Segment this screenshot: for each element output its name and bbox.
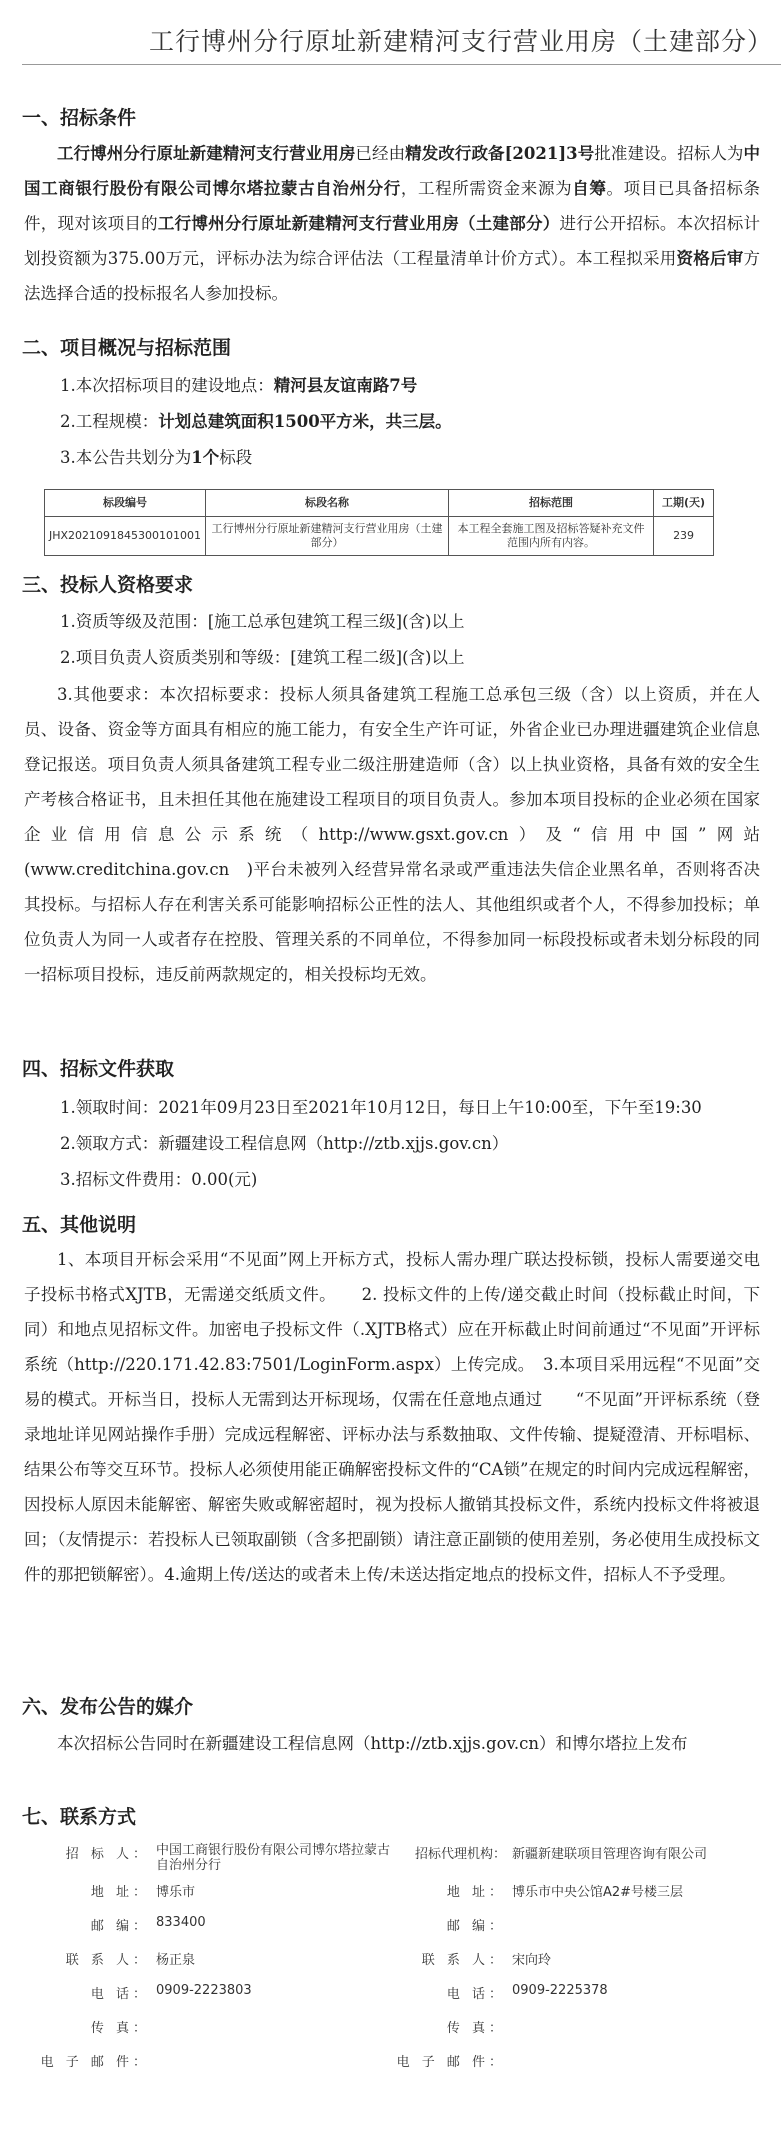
qualification-item-3: 3.其他要求：本次招标要求：投标人须具备建筑工程施工总承包三级（含）以上资质，并在人员、设备、资金等方面具有相应的施工能力，有安全生产许可证，外省企业已办理进疆建筑企业信息登记报送。项目负责人须具备建筑工程专业二级注册建造师（含）以上执业资格，具备有效的安全生产考核合格证书，且未担任其他在施建设工程项目的项目负责人。参加本项目投标的企业必须在国家企业信用信息公示系统（http://www.gsxt.gov.cn）及“信用中国”网站(www.creditchina.gov.cn )平台未被列入经营异常名录或严重违法失信企业黑名单，否则将否决其投标。与招标人存在利害关系可能影响招标公正性的法人、其他组织或者个人，不得参加投标；单位负责人为同一人或者存在控股、管理关系的不同单位，不得参加同一标段投标或者未划分标段的同一招标项目投标，违反前两款规定的，相关投标均无效。 bbox=[24, 685, 760, 984]
table-cell: 本工程全套施工图及招标答疑补充文件范围内所有内容。 bbox=[448, 517, 653, 556]
table-header-row bbox=[45, 490, 714, 517]
page-title: 工行博州分行原址新建精河支行营业用房（土建部分） bbox=[148, 27, 773, 56]
project-scale-bold: 计划总建筑面积1500平方米，共三层。 bbox=[158, 412, 452, 431]
bidding-conditions-paragraph bbox=[24, 136, 760, 311]
text-span: 。项目已具备招标条件，现对该项目的 bbox=[24, 179, 761, 233]
tenderer-contact-value: 杨正泉 bbox=[156, 1953, 196, 1968]
agency-address-value: 博乐市中央公馆A2#号楼三层 bbox=[512, 1885, 684, 1900]
document-time-item: 1.领取时间：2021年09月23日至2021年10月12日，每日上午10:00至，下午至19:30 bbox=[60, 1098, 702, 1117]
text-span: 方法选择合适的投标报名人参加投标。 bbox=[24, 249, 761, 303]
section-heading-5: 五、其他说明 bbox=[22, 1214, 137, 1236]
text-span: 标段 bbox=[219, 448, 253, 467]
text-span: 1.本次招标项目的建设地点： bbox=[60, 376, 274, 395]
section-heading-1: 一、招标条件 bbox=[22, 107, 137, 129]
agency-value: 新疆新建联项目管理咨询有限公司 bbox=[512, 1847, 708, 1862]
text-span: ，工程所需资金来源为 bbox=[400, 179, 573, 198]
agency-phone-value: 0909-2225378 bbox=[512, 1983, 608, 1998]
lot-count-item bbox=[60, 444, 252, 472]
approval-number-bold: 精发改行政备[2021]3号 bbox=[405, 144, 595, 163]
agency-label: 招标代理机构： bbox=[414, 1847, 506, 1862]
title-divider bbox=[22, 64, 781, 65]
table-cell: JHX2021091845300101001 bbox=[45, 517, 206, 556]
agency-fax-label: 传 真： bbox=[446, 2021, 506, 2036]
table-cell: 工行博州分行原址新建精河支行营业用房（土建部分） bbox=[206, 517, 449, 556]
qualification-method-bold: 资格后审 bbox=[676, 249, 744, 268]
project-name-bold: 工行博州分行原址新建精河支行营业用房 bbox=[57, 144, 356, 163]
text-span: 进行公开招标。本次招标计划投资额为375.00万元，评标办法为综合评估法（工程量清单计价方式）。本工程拟采用 bbox=[24, 214, 761, 268]
table-cell: 239 bbox=[654, 517, 714, 556]
tenderer-value: 中国工商银行股份有限公司博尔塔拉蒙古自治州分行 bbox=[156, 1843, 391, 1873]
qualification-item-1: 1.资质等级及范围：[施工总承包建筑工程三级](含)以上 bbox=[60, 612, 465, 631]
agency-contact-value: 宋向玲 bbox=[512, 1953, 552, 1968]
section-heading-7: 七、联系方式 bbox=[22, 1806, 137, 1828]
agency-phone-label: 电 话： bbox=[446, 1987, 506, 2002]
qualification-item-2: 2.项目负责人资质类别和等级：[建筑工程二级](含)以上 bbox=[60, 648, 465, 667]
agency-email-label: 电 子 邮 件： bbox=[396, 2055, 506, 2070]
lot-count-bold: 1个 bbox=[191, 448, 220, 467]
project-location-item bbox=[60, 372, 417, 400]
agency-zip-label: 邮 编： bbox=[446, 1919, 506, 1934]
tenderer-email-label: 电 子 邮 件： bbox=[40, 2055, 150, 2070]
table-header-cell: 标段名称 bbox=[206, 490, 449, 517]
tenderer-phone-label: 电 话： bbox=[90, 1987, 150, 2002]
table-header-cell: 招标范围 bbox=[448, 490, 653, 517]
project-location-bold: 精河县友谊南路7号 bbox=[273, 376, 418, 395]
document-fee-item: 3.招标文件费用：0.00(元) bbox=[60, 1170, 258, 1189]
section-heading-3: 三、投标人资格要求 bbox=[22, 574, 194, 596]
media-paragraph: 本次招标公告同时在新疆建设工程信息网（http://ztb.xjjs.gov.cn）和博尔塔拉上发布 bbox=[57, 1734, 688, 1753]
other-notes-paragraph: 1、本项目开标会采用“不见面”网上开标方式，投标人需办理广联达投标锁，投标人需要递交电子投标书格式XJTB，无需递交纸质文件。 2. 投标文件的上传/递交截止时间（投标截止时间，下同）和地点见招标文件。加密电子投标文件（.XJTB格式）应在开标截止时间前通过“不见面”开评标系统（http://220.171.42.83:7501/LoginForm.aspx）上传完成。 3.本项目采用远程“不见面”交易的模式。开标当日，投标人无需到达开标现场，仅需在任意地点通过 “不见面”开评标系统（登录地址详见网站操作手册）完成远程解密、评标办法与系数抽取、文件传输、提疑澄清、开标唱标、结果公布等交互环节。投标人必须使用能正确解密投标文件的“CA锁”在规定的时间内完成远程解密，因投标人原因未能解密、解密失败或解密超时，视为投标人撤销其投标文件，系统内投标文件将被退回；（友情提示：若投标人已领取副锁（含多把副锁）请注意正副锁的使用差别，务必使用生成投标文件的那把锁解密）。4.逾期上传/送达的或者未上传/未送达指定地点的投标文件，招标人不予受理。 bbox=[24, 1250, 760, 1584]
agency-contact-label: 联 系 人： bbox=[421, 1953, 506, 1968]
tenderer-name-bold: 中国工商银行股份有限公司博尔塔拉蒙古自治州分行 bbox=[24, 144, 760, 198]
project-scale-item bbox=[60, 408, 452, 436]
document-method-item: 2.领取方式：新疆建设工程信息网（http://ztb.xjjs.gov.cn） bbox=[60, 1134, 509, 1153]
section-heading-6: 六、发布公告的媒介 bbox=[22, 1696, 194, 1718]
table-header-cell: 标段编号 bbox=[45, 490, 206, 517]
text-span: 批准建设。招标人为 bbox=[594, 144, 744, 163]
tenderer-address-value: 博乐市 bbox=[156, 1885, 196, 1900]
tenderer-zip-value: 833400 bbox=[156, 1915, 206, 1930]
text-span: 3.本公告共划分为 bbox=[60, 448, 192, 467]
lot-table bbox=[44, 489, 714, 556]
table-header-cell: 工期(天) bbox=[654, 490, 714, 517]
fund-source-bold: 自筹 bbox=[572, 179, 607, 198]
section-heading-4: 四、招标文件获取 bbox=[22, 1058, 175, 1080]
tenderer-label: 招 标 人： bbox=[65, 1847, 150, 1862]
section-heading-2: 二、项目概况与招标范围 bbox=[22, 337, 232, 359]
agency-address-label: 地 址： bbox=[446, 1885, 506, 1900]
table-row bbox=[45, 517, 714, 556]
tenderer-fax-label: 传 真： bbox=[90, 2021, 150, 2036]
tenderer-contact-label: 联 系 人： bbox=[65, 1953, 150, 1968]
tenderer-zip-label: 邮 编： bbox=[90, 1919, 150, 1934]
tenderer-phone-value: 0909-2223803 bbox=[156, 1983, 252, 1998]
project-name-bold-2: 工行博州分行原址新建精河支行营业用房（土建部分） bbox=[157, 214, 560, 233]
text-span: 2.工程规模： bbox=[60, 412, 159, 431]
text-span: 已经由 bbox=[355, 144, 406, 163]
tenderer-address-label: 地 址： bbox=[90, 1885, 150, 1900]
